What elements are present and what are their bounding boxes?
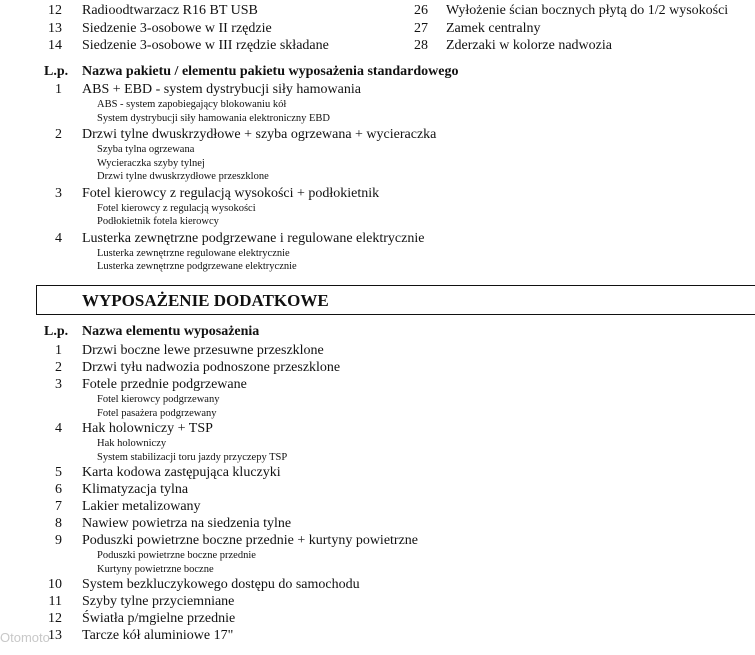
item-label: Siedzenie 3-osobowe w II rzędzie	[82, 20, 272, 36]
sub-item-label: Podłokietnik fotela kierowcy	[97, 216, 219, 227]
item-label: Lusterka zewnętrzne podgrzewane i regulowane elektrycznie	[82, 230, 425, 246]
column-header-lp: L.p.	[44, 324, 69, 339]
item-number: 6	[55, 482, 62, 497]
item-number: 11	[48, 594, 62, 609]
section-title: WYPOSAŻENIE DODATKOWE	[82, 291, 329, 310]
item-label: Poduszki powietrzne boczne przednie + kurtyny powietrzne	[82, 533, 419, 548]
sub-item-label: ABS - system zapobiegający blokowaniu kół	[97, 99, 287, 110]
item-label: Radioodtwarzacz R16 BT USB	[82, 3, 258, 18]
item-label: Hak holowniczy + TSP	[82, 421, 213, 436]
item-label: Drzwi tylne dwuskrzydłowe + szyba ogrzewana + wycieraczka	[82, 127, 437, 142]
sub-item-label: System stabilizacji toru jazdy przyczepy TSP	[97, 451, 288, 463]
item-label: ABS + EBD - system dystrybucji siły hamowania	[82, 82, 361, 97]
item-number: 4	[55, 230, 62, 246]
column-header-lp: L.p.	[44, 64, 69, 79]
item-label: Szyby tylne przyciemniane	[82, 594, 235, 609]
item-number: 12	[48, 3, 62, 18]
column-header-title: Nazwa pakietu / elementu pakietu wyposażenia standardowego	[82, 64, 459, 79]
item-number: 27	[414, 20, 428, 36]
item-number: 7	[55, 499, 62, 514]
item-number: 1	[55, 82, 62, 97]
item-number: 1	[55, 343, 62, 358]
item-label: Fotele przednie podgrzewane	[82, 377, 247, 392]
item-label: Karta kodowa zastępująca kluczyki	[82, 465, 281, 480]
item-number: 3	[55, 377, 62, 392]
sub-item-label: Fotel kierowcy podgrzewany	[97, 394, 220, 405]
item-label: Światła p/mgielne przednie	[82, 611, 236, 626]
item-number: 8	[55, 516, 62, 531]
item-number: 14	[48, 38, 62, 53]
item-label: Fotel kierowcy z regulacją wysokości + podłokietnik	[82, 185, 380, 201]
item-label: Siedzenie 3-osobowe w III rzędzie składane	[82, 38, 329, 53]
item-label: Wyłożenie ścian bocznych płytą do 1/2 wysokości	[446, 3, 729, 18]
item-number: 4	[55, 421, 62, 436]
item-number: 5	[55, 465, 62, 480]
item-number: 3	[55, 185, 62, 201]
item-label: Drzwi tyłu nadwozia podnoszone przeszklone	[82, 360, 341, 375]
item-number: 2	[55, 127, 62, 142]
sub-item-label: Drzwi tylne dwuskrzydłowe przeszklone	[97, 171, 269, 182]
item-number: 12	[48, 611, 62, 626]
item-number: 2	[55, 360, 62, 375]
item-label: Klimatyzacja tylna	[82, 482, 189, 497]
column-header-title: Nazwa elementu wyposażenia	[82, 324, 260, 339]
item-number: 13	[48, 20, 62, 36]
item-number: 10	[48, 577, 62, 592]
watermark-logo: Otomoto	[0, 630, 50, 645]
sub-item-label: Fotel pasażera podgrzewany	[97, 407, 217, 419]
item-label: Zamek centralny	[446, 20, 541, 36]
item-number: 26	[414, 3, 428, 18]
item-label: Drzwi boczne lewe przesuwne przeszklone	[82, 343, 324, 358]
item-number: 28	[414, 38, 428, 53]
item-label: Lakier metalizowany	[82, 499, 201, 514]
sub-item-label: Lusterka zewnętrzne regulowane elektrycznie	[97, 247, 290, 259]
sub-item-label: Kurtyny powietrzne boczne	[97, 563, 214, 575]
sub-item-label: Lusterka zewnętrzne podgrzewane elektrycznie	[97, 261, 297, 272]
sub-item-label: Poduszki powietrzne boczne przednie	[97, 550, 256, 561]
item-label: Zderzaki w kolorze nadwozia	[446, 38, 612, 53]
item-number: 9	[55, 533, 62, 548]
sub-item-label: Hak holowniczy	[97, 438, 167, 449]
sub-item-label: Fotel kierowcy z regulacją wysokości	[97, 202, 256, 214]
item-label: System bezkluczykowego dostępu do samochodu	[82, 577, 360, 592]
item-number: 13	[48, 628, 62, 643]
item-label: Nawiew powietrza na siedzenia tylne	[82, 516, 292, 531]
sub-item-label: System dystrybucji siły hamowania elektroniczny EBD	[97, 112, 330, 124]
sub-item-label: Wycieraczka szyby tylnej	[97, 157, 205, 169]
sub-item-label: Szyba tylna ogrzewana	[97, 144, 195, 155]
item-label: Tarcze kół aluminiowe 17"	[82, 628, 234, 643]
